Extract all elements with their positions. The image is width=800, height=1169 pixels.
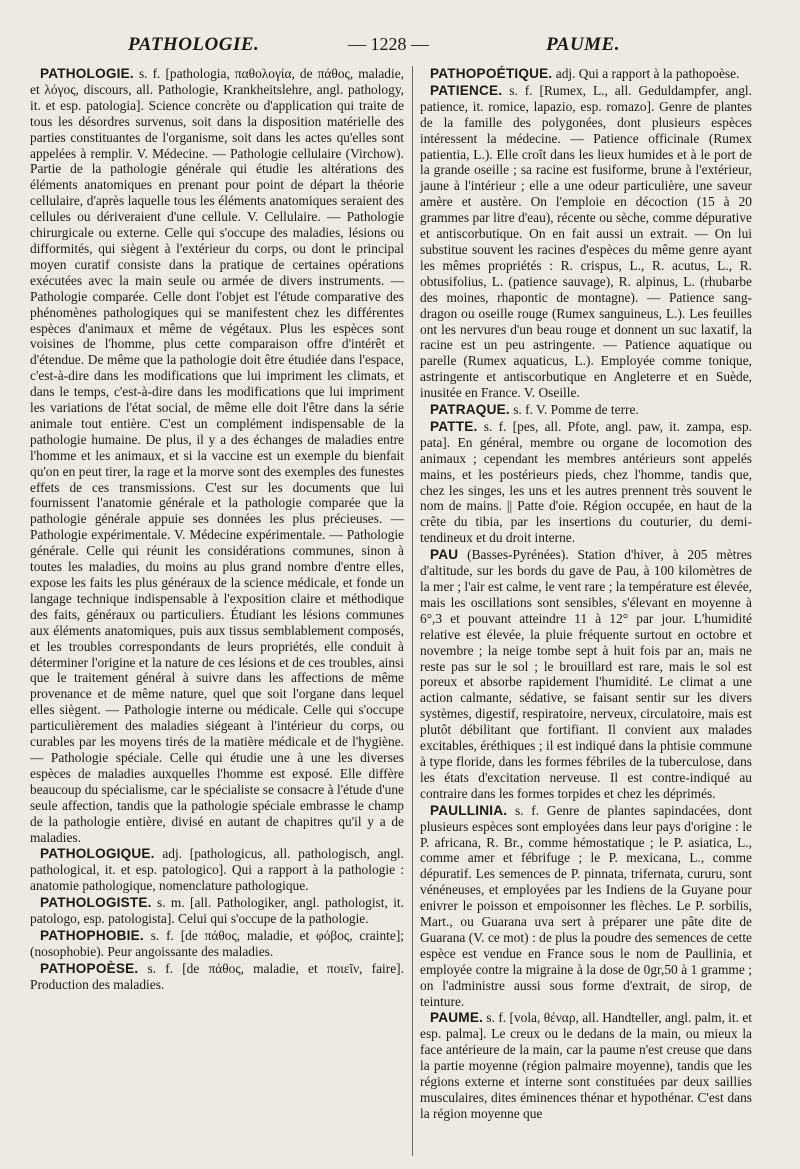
entry-term: PAUME.	[430, 1010, 484, 1026]
entry-text: s. f. [vola, θέναρ, all. Handteller, angl. palm, it. et esp. palma]. Le creux ou le dedans de la main, ou mieux la face antérieure de la main, car la paume n'est creuse que dans la partie moyenne (région palmaire moyenne), tandis que les régions externe et interne sont constituées par deux saillies musculaires, dites éminences thénar et hypothénar. C'est dans la région moyenne que	[420, 1010, 752, 1121]
right-column	[420, 66, 752, 1122]
entry-patience	[420, 83, 752, 401]
entry-term: PAULLINIA.	[430, 802, 508, 818]
running-header	[0, 34, 800, 58]
entry-pathologique	[30, 846, 404, 894]
entry-pathopoetique	[420, 66, 752, 82]
entry-term: PATIENCE.	[430, 82, 503, 98]
entry-term: PATHOPHOBIE.	[40, 927, 144, 943]
entry-term: PATRAQUE.	[430, 402, 510, 418]
entry-paume	[420, 1010, 752, 1121]
entry-term: PATHOPOÉTIQUE.	[430, 66, 553, 81]
entry-pathologiste	[30, 895, 404, 927]
entry-text: s. f. [de πάθος, maladie, et ποιεῖν, faire]. Production des maladies.	[30, 960, 404, 992]
header-right-guide-word: PAUME.	[546, 34, 620, 55]
entry-text: s. f. [pathologia, παθολογία, de πάθος, maladie, et λόγος, discours, all. Pathologie, Krankheitslehre, angl. pathology, it. et esp. patologia]. Science concrète ou d'application qui traite de tous les désordres survenus, soit dans la disposition matérielle des parties constituantes de l'organisme, soit dans les actes qu'elles sont appelées à remplir. V. Médecine. — Pathologie cellulaire (Virchow). Partie de la pathologie générale qui étudie les altérations des éléments anatomiques en prenant pour point de départ la théorie cellulaire, d'après laquelle tous les éléments anatomiques seraient des cellules ou dériveraient d'une cellule. V. Cellulaire. — Pathologie chirurgicale ou externe. Celle qui s'occupe des maladies, lésions ou difformités, qui siègent à l'extérieur du corps, ou dont le principal moyen curatif consiste dans la pratique de certaines opérations exécutées avec la main seule ou armée de divers instruments. — Pathologie comparée. Celle dont l'objet est l'étude comparative des phénomènes pathologiques qui se manifestent chez les différentes espèces d'animaux et même de végétaux. Plus les espèces sont voisines de l'homme, plus cette comparaison offre d'intérêt et d'étendue. De même que la pathologie doit être étudiée dans l'espace, c'est-à-dire dans les modifications que lui impriment les climats, et dans le temps, c'est-à-dire dans les modifications que lui impriment les variations de l'état social, de même elle doit l'être dans la série animale tout entière. C'est un complément indispensable de la pathologie humaine. De plus, il y a des échanges de maladies entre l'homme et les animaux, et si la vaccine est un exemple du bienfait qu'on en peut tirer, la rage et la morve sont des exemples des funestes effets de ces transmissions. C'est sur les documents que lui fournissent l'anatomie générale et la pathologie comparée que la pathologie générale appuie ses données les plus précieuses. — Pathologie expérimentale. V. Médecine expérimentale. — Pathologie générale. Celle qui réunit les considérations communes, sinon à toutes les maladies, du moins au plus grand nombre d'entre elles, expose les faits les plus généraux de la science médicale, et fonde un langage technique indispensable à l'exposition claire et méthodique des faits, généraux ou particuliers. Étudiant les lésions communes aux éléments anatomiques, puis aux tissus semblablement composés, et les troubles correspondants de leurs propriétés, elle conduit à déterminer l'origine et la nature de ces lésions et de ces troubles, ainsi que le traitement général à suivre dans les affections de même provenance et de même nature, quel que soit l'organe dans lequel elles siègent. — Pathologie interne ou médicale. Celle qui s'occupe particulièrement des maladies siégeant à l'intérieur du corps, ou curables par les moyens tirés de la matière médicale et de l'hygiène. — Pathologie spéciale. Celle qui étudie une à une les diverses espèces de maladies auxquelles l'homme est exposé. Elle diffère beaucoup du spécialisme, car le spécialiste se consacre à l'étude d'une seule affection, tandis que la pathologie spéciale embrasse le champ de la pathologie entière, divisé en autant de chapitres qu'il y a de maladies.	[30, 66, 404, 845]
entry-term: PATHOPOÈSE.	[40, 960, 139, 976]
column-divider	[412, 66, 413, 1156]
entry-term: PATHOLOGISTE.	[40, 895, 152, 911]
entry-pau	[420, 547, 752, 802]
entry-term: PATTE.	[430, 418, 478, 434]
entry-paullinia	[420, 803, 752, 1010]
entry-text: s. m. [all. Pathologiker, angl. pathologist, it. patologo, esp. patologista]. Celui qui s'occupe de la pathologie.	[30, 895, 404, 927]
entry-pathophobie	[30, 928, 404, 960]
entry-patte	[420, 419, 752, 546]
entry-text: s. f. Genre de plantes sapindacées, dont plusieurs espèces sont employées dans leur pays d'origine : le P. africana, R. Br., comme hémostatique ; le P. asiatica, L., comme amer et fébrifuge ; le P. mexicana, L., comme dépuratif. Les semences de P. pinnata, trifernata, cururu, sont vénéneuses, et employées par les Indiens de la Guyane pour enivrer le poisson et empoisonner les flèches. Le P. sorbilis, Mart., ou Guarana uva sert à préparer une pâte dite de Guarana (V. ce mot) : de plus la poudre des semences de cette espèce est vendue en France sous le nom de Paullinia, et employée contre la migraine à la dose de 0gr,50 à 1 gramme ; on l'administre aussi sous forme d'extrait, de sirop, de teinture.	[420, 802, 752, 1009]
header-left-guide-word: PATHOLOGIE.	[128, 34, 260, 55]
entry-pathopoese	[30, 961, 404, 993]
entry-text: s. f. [pes, all. Pfote, angl. paw, it. zampa, esp. pata]. En général, membre ou organe de locomotion des animaux ; cependant les membres antérieurs sont appelés mains, et les postérieurs pieds, chez l'homme, tandis que, chez les singes, les uns et les autres prennent très souvent le nom de mains. || Patte d'oie. Région occupée, en haut de la crête du tibia, par les insertions du couturier, du demi-tendineux et du droit interne.	[420, 418, 752, 546]
entry-text: adj. [pathologicus, all. pathologisch, angl. pathological, it. et esp. patologico]. Qui a rapport à la pathologie : anatomie pathologique, nomenclature pathologique.	[30, 846, 404, 894]
entry-text: s. f. V. Pomme de terre.	[513, 402, 639, 418]
entry-text: (Basses-Pyrénées). Station d'hiver, à 205 mètres d'altitude, sur les bords du gave de Pau, à 100 kilomètres de la mer ; l'air est calme, le vent rare ; la température est élevée, mais les oscillations sont sensibles, s'élevant en moyenne à 6°,3 et pouvant atteindre 11 à 12° par jour. L'humidité relative est élevée, la pluie fréquente surtout en octobre et novembre ; la neige tombe sept à huit fois par an, mais ne reste pas sur le sol ; le brouillard est rare, mais le sol est poreux et absorbe rapidement l'humidité. Le climat a une action calmante, sédative, se faisant sentir sur les divers systèmes, digestif, respiratoire, nerveux, circulatoire, mais est plutôt débilitant que fortifiant. Il convient aux malades excitables, éréthiques ; il est indiqué dans la phtisie commune à type floride, dans les formes fébriles de la tuberculose, dans les états d'excitation nerveuse. Il est contre-indiqué au contraire dans les formes torpides et chez les déprimés.	[420, 547, 752, 801]
entry-text: s. f. [de πάθος, maladie, et φόβος, crainte]; (nosophobie). Peur angoissante des maladies.	[30, 927, 404, 959]
entry-patraque	[420, 402, 752, 418]
entry-term: PAU	[430, 547, 459, 563]
entry-term: PATHOLOGIE.	[40, 66, 134, 81]
left-column	[30, 66, 404, 994]
entry-term: PATHOLOGIQUE.	[40, 846, 155, 862]
entry-pathologie	[30, 66, 404, 845]
page-number: — 1228 —	[348, 34, 429, 54]
entry-text: adj. Qui a rapport à la pathopoèse.	[555, 66, 740, 81]
entry-text: s. f. [Rumex, L., all. Geduldampfer, angl. patience, it. romice, lapazio, esp. romazo]. Genre de plantes de la famille des polygonées, dont plusieurs espèces intéressent la médecine. — Patience officinale (Rumex patientia, L.). Elle croît dans les lieux humides et à le port de la grande oseille ; sa racine est fusiforme, brune à l'extérieur, jaune à l'intérieur ; elle a une odeur particulière, une saveur amère et austère. On l'emploie en décoction (15 à 20 grammes par litre d'eau), récente ou sèche, comme dépurative et antiscorbutique. On en fait aussi un extrait. — On lui substitue souvent les racines d'espèces du même genre ayant les mêmes propriétés : R. crispus, L., R. acutus, L., R. obtusifolius, L. (patience sauvage), R. alpinus, L. (rhubarbe des moines, rhapontic de montagne). — Patience sang-dragon ou oseille rouge (Rumex sanguineus, L.). Les feuilles ont les nervures d'un beau rouge et donnent un suc laxatif, la racine est un peu astringente. — Patience aquatique ou parelle (Rumex aquaticus, L.). Employée comme tonique, astringente et antiscorbutique en Angleterre et en Suède, inusitée en France. V. Oseille.	[420, 82, 752, 401]
